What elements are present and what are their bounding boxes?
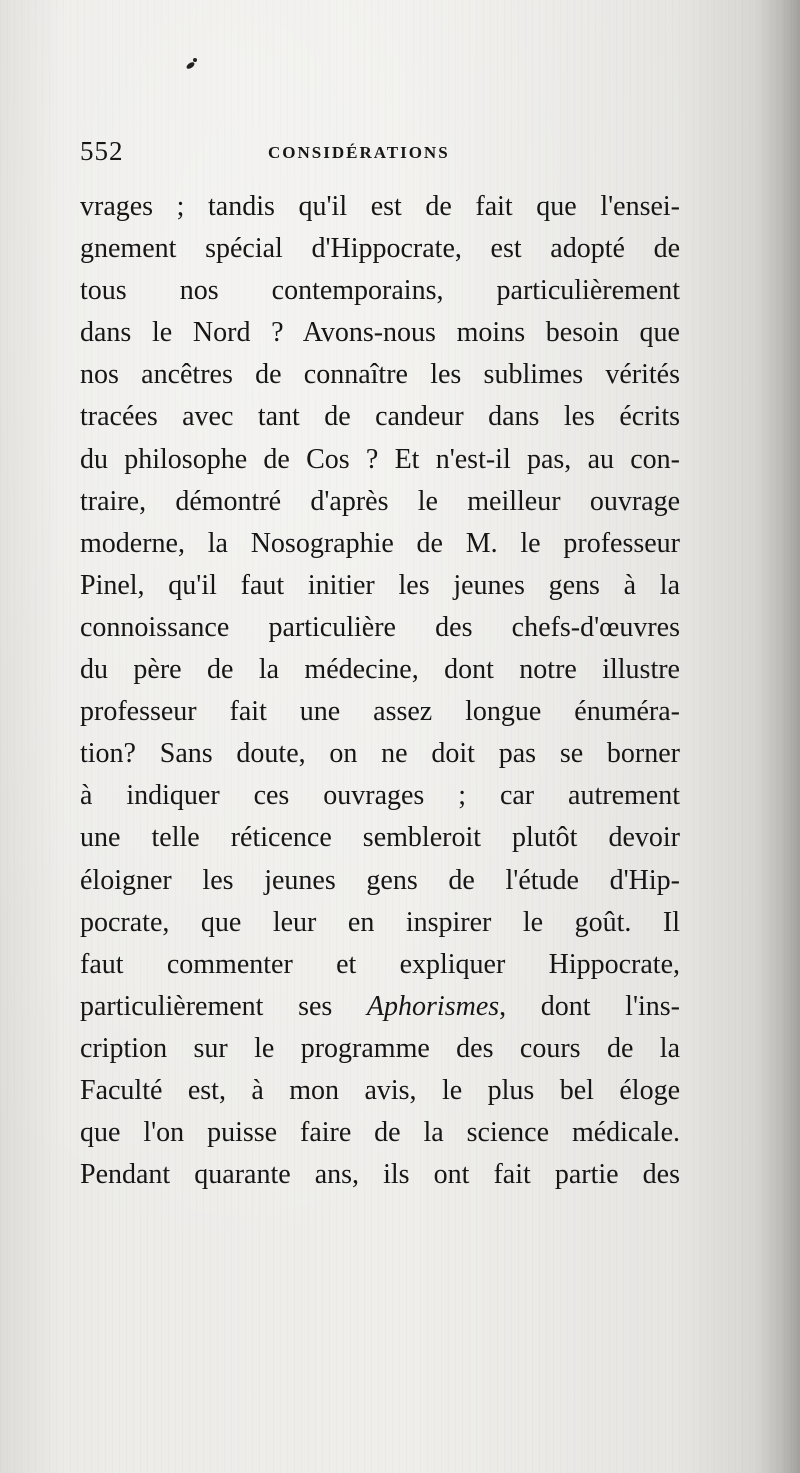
text-line: du père de la médecine, dont notre illustre [80, 654, 680, 686]
text-line: Pinel, qu'il faut initier les jeunes gens à la [80, 569, 680, 601]
text-line: du philosophe de Cos ? Et n'est-il pas, au con- [80, 443, 680, 475]
text-line: pocrate, que leur en inspirer le goût. Il [80, 906, 680, 938]
text-line: Faculté est, à mon avis, le plus bel éloge [80, 1074, 680, 1106]
page-header [80, 136, 680, 172]
text-line: traire, démontré d'après le meilleur ouvrage [80, 485, 680, 517]
text-line: cription sur le programme des cours de la [80, 1032, 680, 1064]
text-line: à indiquer ces ouvrages ; car autrement [80, 780, 680, 812]
body-text [80, 186, 680, 1196]
text-fragment: , dont l'ins- [499, 990, 680, 1022]
page-edge-shadow [755, 0, 800, 1473]
text-line: moderne, la Nosographie de M. le professeur [80, 527, 680, 559]
italic-title-aphorismes: Aphorismes [366, 990, 500, 1022]
text-line: Pendant quarante ans, ils ont fait partie des [80, 1159, 680, 1191]
text-line [80, 986, 680, 1028]
page-number: 552 [80, 136, 124, 166]
text-line: vrages ; tandis qu'il est de fait que l'ensei- [80, 191, 680, 222]
text-line: gnement spécial d'Hippocrate, est adopté de [80, 233, 680, 265]
text-line: tion? Sans doute, on ne doit pas se borner [80, 738, 680, 770]
text-line: que l'on puisse faire de la science médicale. [80, 1117, 680, 1149]
text-line: faut commenter et expliquer Hippocrate, [80, 948, 680, 980]
ink-speck [185, 61, 195, 70]
ink-speck [193, 58, 197, 62]
text-line: une telle réticence sembleroit plutôt devoir [80, 822, 680, 854]
text-line: nos ancêtres de connaître les sublimes vérités [80, 359, 680, 391]
text-line: éloigner les jeunes gens de l'étude d'Hip- [80, 864, 680, 896]
text-fragment: particulièrement ses [80, 990, 367, 1022]
text-line: tous nos contemporains, particulièrement [80, 275, 680, 307]
text-line: professeur fait une assez longue énuméra- [80, 696, 680, 728]
running-head: CONSIDÉRATIONS [268, 143, 450, 162]
text-line: tracées avec tant de candeur dans les écrits [80, 401, 680, 433]
text-line: connoissance particulière des chefs-d'œuvres [80, 611, 680, 643]
text-line: dans le Nord ? Avons-nous moins besoin que [80, 317, 680, 349]
